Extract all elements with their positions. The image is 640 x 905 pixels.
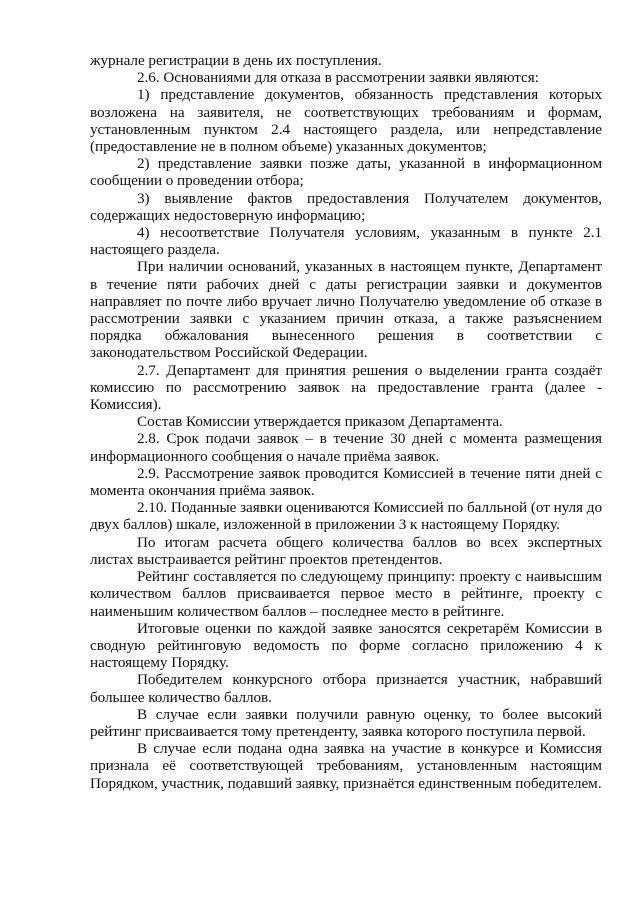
clause-2-9: 2.9. Рассмотрение заявок проводится Комиссией в течение пяти дней с момента окончания приёма заявок. bbox=[90, 464, 602, 500]
clause-2-6-heading: 2.6. Основаниями для отказа в рассмотрении заявки являются: bbox=[137, 69, 539, 87]
winner-definition: Победителем конкурсного отбора признается участник, набравший большее количество баллов. bbox=[90, 671, 602, 706]
document-body bbox=[90, 52, 602, 792]
rating-formation: По итогам расчета общего количества баллов во всех экспертных листах выстраивается рейтинг проектов претендентов. bbox=[90, 533, 602, 568]
clause-2-6-item-1: 1) представление документов, обязанность представления которых возложена на заявителя, не соответствующих требованиям и формам, установленным пунктом 2.4 настоящего раздела, или непредставление (предоставление не в полном объеме) указанных документов; bbox=[90, 86, 602, 156]
clause-2-10: 2.10. Поданные заявки оцениваются Комиссией по балльной (от нуля до двух баллов) шкале, изложенной в приложении 3 к настоящему Порядку. bbox=[90, 499, 602, 534]
single-application-rule: В случае если подана одна заявка на участие в конкурсе и Комиссия признала её соответствующей требованиям, установленным настоящим Порядком, участник, подавший заявку, признаётся единственным победителем. bbox=[90, 740, 602, 792]
rating-principle: Рейтинг составляется по следующему принципу: проекту с наивысшим количеством баллов присваивается первое место в рейтинге, проекту с наименьшим количеством баллов – последнее место в рейтинге. bbox=[90, 568, 602, 620]
paragraph-continuation: журнале регистрации в день их поступления. bbox=[90, 52, 382, 69]
commission-composition: Состав Комиссии утверждается приказом Департамента. bbox=[137, 413, 503, 431]
equal-score-rule: В случае если заявки получили равную оценку, то более высокий рейтинг присваивается тому претенденту, заявка которого поступила первой. bbox=[90, 705, 602, 740]
clause-2-6-item-4: 4) несоответствие Получателя условиям, указанным в пункте 2.1 настоящего раздела. bbox=[90, 224, 602, 259]
clause-2-6-item-2: 2) представление заявки позже даты, указанной в информационном сообщении о проведении отбора; bbox=[90, 155, 602, 190]
clause-2-8: 2.8. Срок подачи заявок – в течение 30 дней с момента размещения информационного сообщения о начале приёма заявок. bbox=[90, 430, 602, 465]
final-scores: Итоговые оценки по каждой заявке заносятся секретарём Комиссии в сводную рейтинговую ведомость по форме согласно приложению 4 к настоящему Порядку. bbox=[90, 619, 602, 672]
clause-2-6-notice: При наличии оснований, указанных в настоящем пункте, Департамент в течение пяти рабочих дней с даты регистрации заявки и документов направляет по почте либо вручает лично Получателю уведомление об отказе в рассмотрении заявки с указанием причин отказа, а также разъяснением порядка обжалования вынесенного решения в соответствии с законодательством Российской Федерации. bbox=[90, 258, 602, 362]
clause-2-7: 2.7. Департамент для принятия решения о выделении гранта создаёт комиссию по рассмотрению заявок на предоставление гранта (далее - Комиссия). bbox=[90, 361, 602, 414]
clause-2-6-item-3: 3) выявление фактов предоставления Получателем документов, содержащих недостоверную информацию; bbox=[90, 189, 602, 224]
